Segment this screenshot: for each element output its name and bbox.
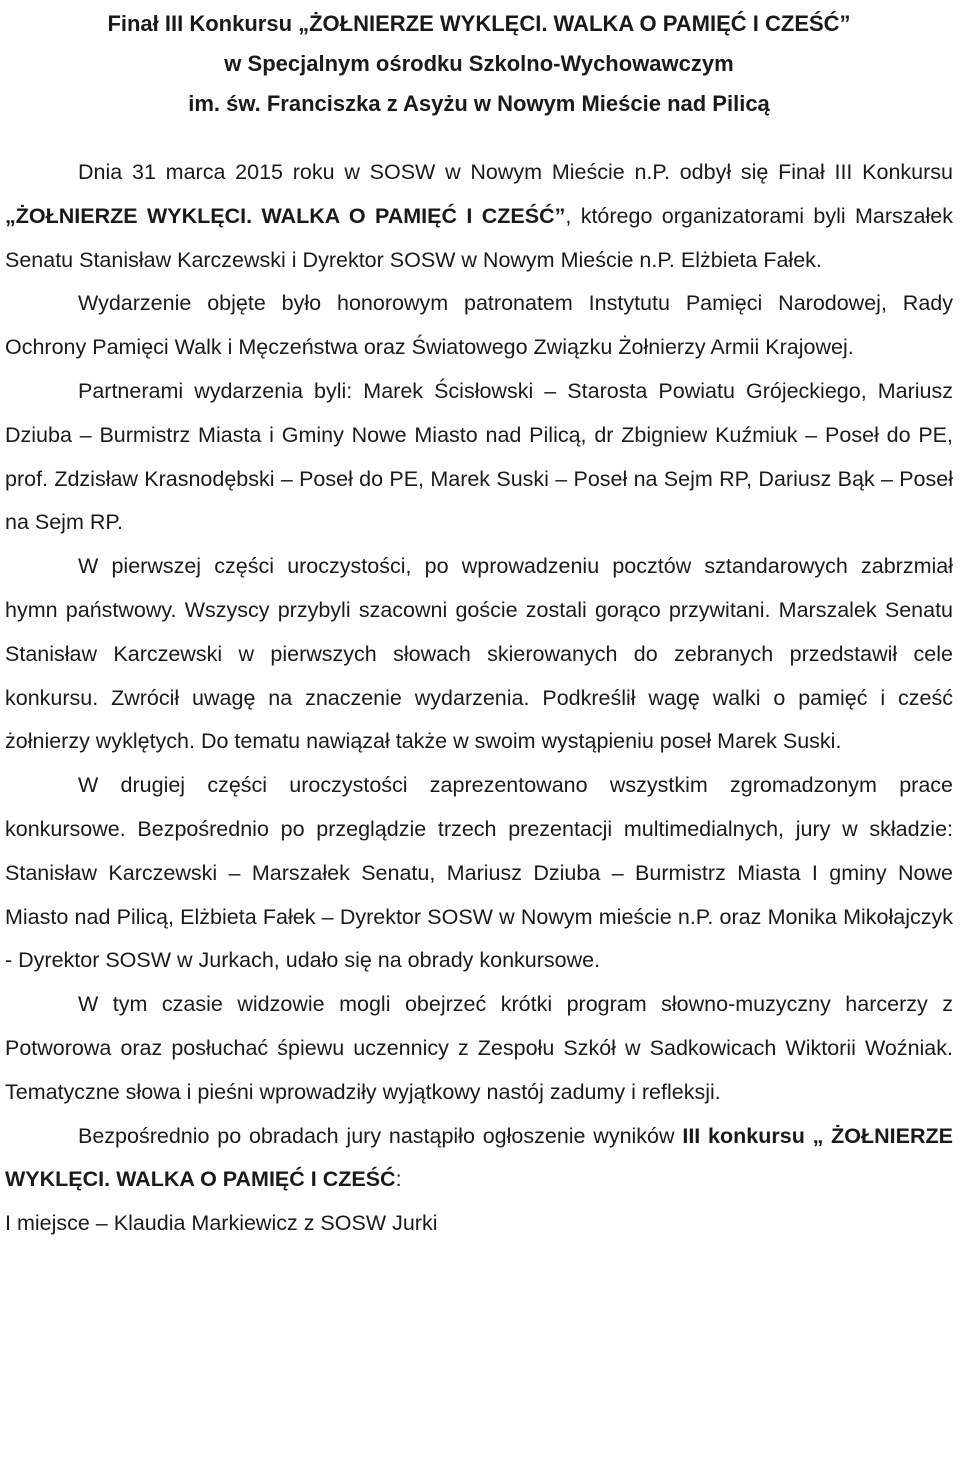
document-body	[5, 151, 953, 1246]
paragraph-first-part: W pierwszej części uroczystości, po wprowadzeniu pocztów sztandarowych zabrzmiał hymn państwowy. Wszyscy przybyli szacowni goście zostali gorąco przywitani. Marszalek Senatu Stanisław Karczewski w pierwszych słowach skierowanych do zebranych przedstawił cele konkursu. Zwrócił uwagę na znaczenie wydarzenia. Podkreślił wagę walki o pamięć i cześć żołnierzy wyklętych. Do tematu nawiązał także w swoim wystąpieniu poseł Marek Suski.	[5, 554, 953, 754]
intro-text-start: Dnia 31 marca 2015 roku w SOSW w Nowym Mieście n.P. odbył się Finał III Konkursu	[78, 160, 953, 184]
paragraph-second-part: W drugiej części uroczystości zaprezentowano wszystkim zgromadzonym prace konkursowe. Bezpośrednio po przeglądzie trzech prezentacji multimedialnych, jury w składzie: Stanisław Karczewski – Marszałek Senatu, Mariusz Dziuba – Burmistrz Miasta I gminy Nowe Miasto nad Pilicą, Elżbieta Fałek – Dyrektor SOSW w Nowym mieście n.P. oraz Monika Mikołajczyk - Dyrektor SOSW w Jurkach, udało się na obrady konkursowe.	[5, 773, 953, 973]
contest-name-bold: „ŻOŁNIERZE WYKLĘCI. WALKA O PAMIĘĆ I CZEŚĆ”	[5, 203, 566, 228]
intro-text-end: , którego organizatorami byli Marszałek Senatu Stanisław Karczewski i Dyrektor SOSW w Nowym Mieście n.P. Elżbieta Fałek.	[5, 203, 953, 272]
paragraph-intro	[5, 151, 953, 282]
document-title	[5, 0, 953, 124]
title-line-3: im. św. Franciszka z Asyżu w Nowym Mieście nad Pilicą	[188, 91, 770, 116]
results-text-start: Bezpośrednio po obradach jury nastąpiło ogłoszenie wyników	[78, 1123, 683, 1148]
results-contest-bold: III konkursu „ ŻOŁNIERZE WYKLĘCI. WALKA O PAMIĘĆ I CZEŚĆ	[5, 1123, 953, 1192]
paragraph-partners: Partnerami wydarzenia byli: Marek Ścisłowski – Starosta Powiatu Grójeckiego, Mariusz Dziuba – Burmistrz Miasta i Gminy Nowe Miasto nad Pilicą, dr Zbigniew Kuźmiuk – Poseł do PE, prof. Zdzisław Krasnodębski – Poseł do PE, Marek Suski – Poseł na Sejm RP, Dariusz Bąk – Poseł na Sejm RP.	[5, 378, 953, 535]
paragraph-patronage: Wydarzenie objęte było honorowym patronatem Instytutu Pamięci Narodowej, Rady Ochrony Pamięci Walk i Męczeństwa oraz Światowego Związku Żołnierzy Armii Krajowej.	[5, 291, 953, 360]
results-text-end: :	[395, 1167, 402, 1192]
title-line-1: Finał III Konkursu „ŻOŁNIERZE WYKLĘCI. WALKA O PAMIĘĆ I CZEŚĆ”	[107, 11, 851, 36]
paragraph-results	[5, 1115, 953, 1203]
paragraph-program: W tym czasie widzowie mogli obejrzeć krótki program słowno-muzyczny harcerzy z Potworowa oraz posłuchać śpiewu uczennicy z Zespołu Szkół w Sadkowicach Wiktorii Woźniak. Tematyczne słowa i pieśni wprowadziły wyjątkowy nastój zadumy i refleksji.	[5, 992, 953, 1104]
first-place-line: I miejsce – Klaudia Markiewicz z SOSW Jurki	[5, 1211, 438, 1236]
title-line-2: w Specjalnym ośrodku Szkolno-Wychowawczym	[224, 51, 734, 76]
